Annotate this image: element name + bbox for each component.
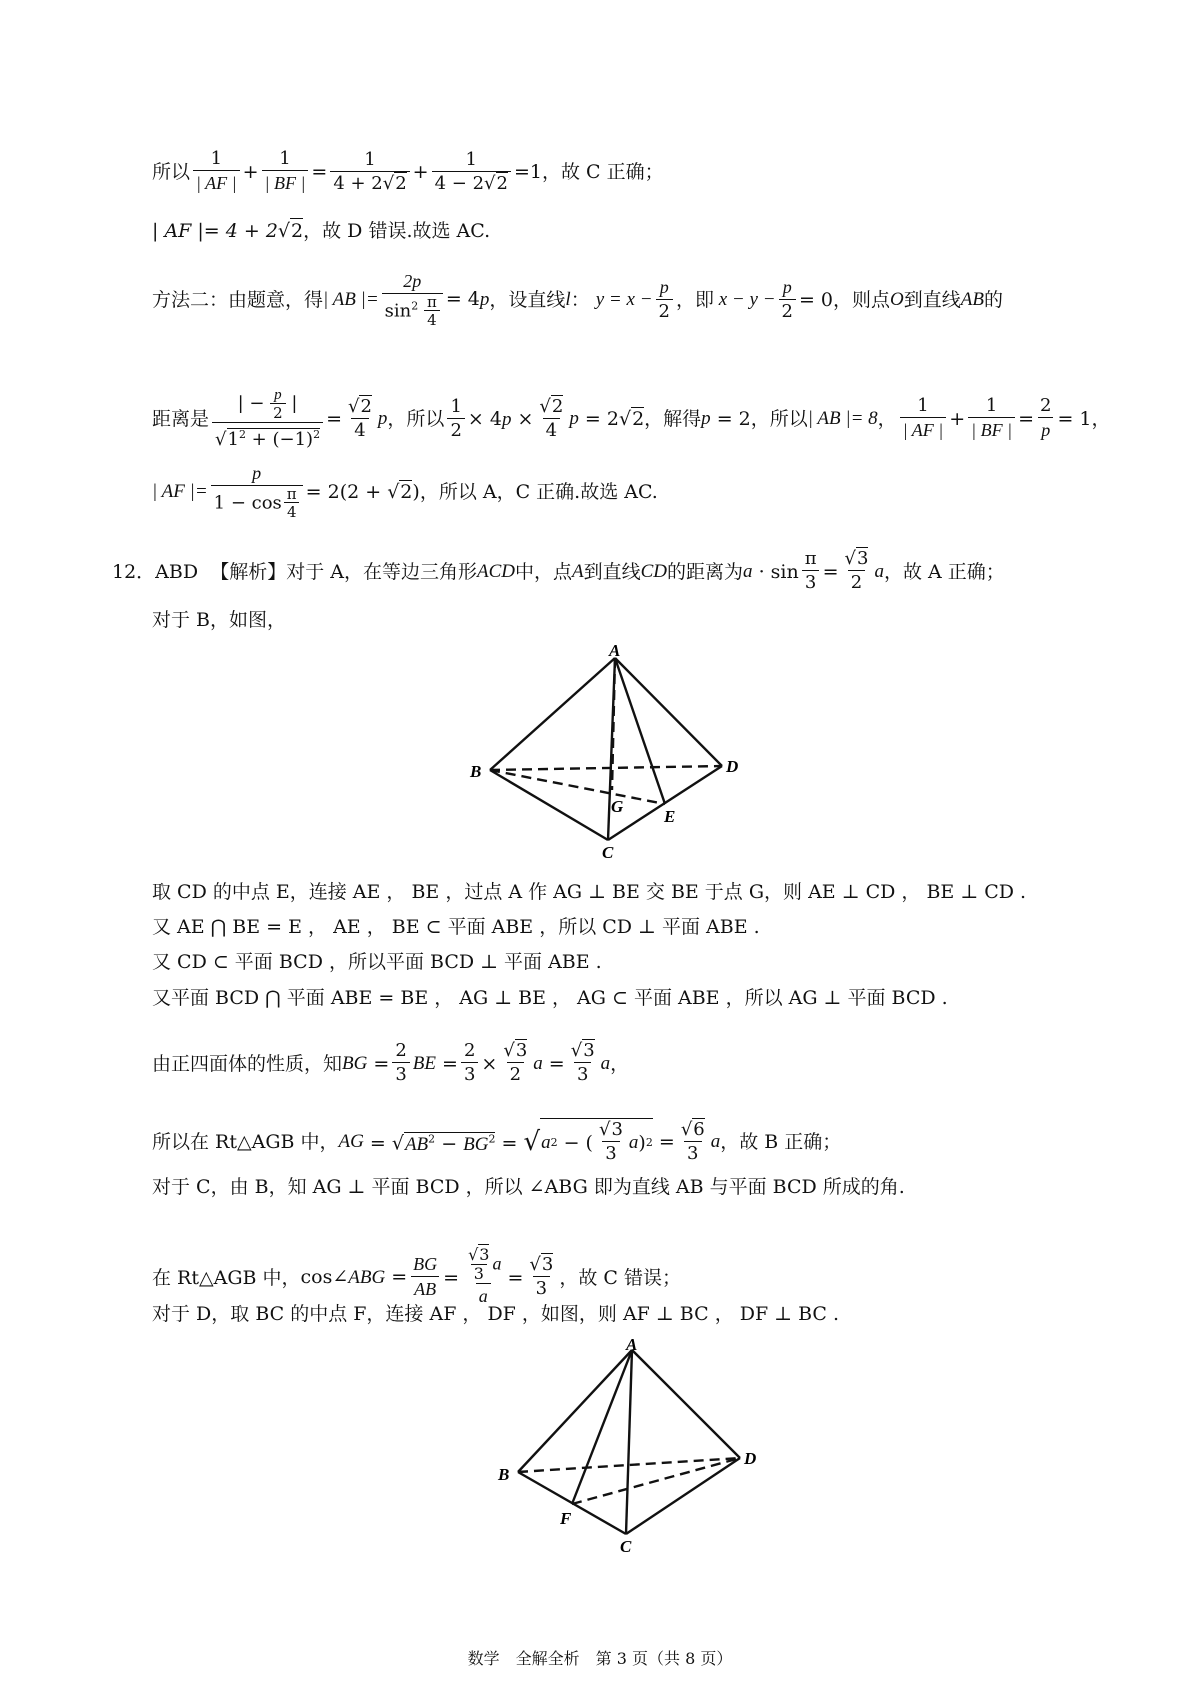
label-c: C <box>602 843 614 860</box>
head-text1: 对于 A，在等边三角形 <box>286 560 477 583</box>
edge-ae <box>615 658 665 804</box>
para-2 <box>152 915 760 939</box>
para-8-suffix: ，故 C 错误； <box>559 1266 681 1289</box>
line4-prefix: 距离是 <box>152 408 210 430</box>
para-8: 在 Rt△AGB 中， cos∠ABG = $\frac{BG}{AB}$ = $\frac{√3}{3}$ a a = $\frac{√3}{3}$ ，故 C 错误； <box>152 1246 681 1309</box>
label-d: D <box>744 1449 757 1468</box>
para-5-prefix: 由正四面体的性质，知 <box>152 1052 343 1075</box>
line3-end: ，则点 <box>833 288 891 311</box>
line1-prefix: 所以 <box>152 161 191 183</box>
para-7 <box>152 1175 905 1199</box>
fraction-2p-over-sin: 2p $\sin^2$ $\frac{\pi}{4}$ <box>382 270 443 329</box>
para-1 <box>152 880 1026 904</box>
line1-eq: =1 <box>513 161 542 183</box>
line4-text1: ，所以 <box>387 408 445 430</box>
fraction-1-over-af-b: $\frac{1}{| AF |}$ <box>900 395 947 443</box>
line3-eqline: 即 <box>694 288 714 311</box>
label-d: D <box>726 757 739 776</box>
segment-df-hidden <box>572 1458 740 1504</box>
edge-ab <box>518 1350 632 1472</box>
fraction-compound: $\frac{√3}{3}$ a a <box>462 1246 504 1309</box>
fraction-2-over-p: $\frac{2}{p}$ <box>1037 395 1054 443</box>
fraction-p-over-1cos: p 1 − cos $\frac{\pi}{4}$ <box>211 462 303 521</box>
fraction-sqrt2-over-4b: $\frac{√2}{4}$ <box>539 395 564 441</box>
para-1-text: 取 CD 的中点 E，连接 AE ， BE ，过点 A 作 AG ⊥ BE 交 BE 于点 G，则 AE ⊥ CD ， BE ⊥ CD . <box>152 881 1027 903</box>
line3-ab: AB <box>960 288 985 310</box>
label-f: F <box>560 1509 572 1528</box>
fraction-sqrt3-over-3b: $\frac{√3}{3}$ <box>598 1119 623 1164</box>
line-3: 方法二：由题意，得 | AB |= 2p $\sin^2$ $\frac{\pi}{4}$ = 4p ，设直线 l ： y = x − $\frac{p}{2}$ ， 即 x − y − $\frac{p}{2}$ = 0 ，则点 O 到直线 AB 的 <box>152 271 1004 329</box>
for-b-text: 对于 B，如图， <box>152 609 287 631</box>
para-6-prefix: 所以在 Rt△AGB 中， <box>152 1131 339 1153</box>
analysis-tag: 【解析】 <box>210 560 287 583</box>
fraction-p-over-2a: $\frac{p}{2}$ <box>656 276 673 324</box>
segment-af <box>572 1350 632 1504</box>
para-9-text: 对于 D，取 BC 的中点 F，连接 AF ， DF ，如图，则 AF ⊥ BC ， DF ⊥ BC . <box>152 1303 840 1325</box>
head-a: A <box>572 560 584 582</box>
line4-text2: ，解得 <box>644 408 702 430</box>
para-3-text: 又 CD ⊂ 平面 BCD ，所以平面 BCD ⊥ 平面 ABE . <box>152 951 602 973</box>
head-acd: ACD <box>476 560 515 582</box>
fraction-p-over-2b: $\frac{p}{2}$ <box>779 276 796 324</box>
fraction-sqrt3-over-3c: $\frac{√3}{3}$ <box>529 1254 554 1299</box>
edge-bd-hidden <box>490 766 722 770</box>
para-2-text: 又 AE ⋂ BE = E ， AE ， BE ⊂ 平面 ABE ，所以 CD ⊥ 平面 ABE . <box>152 916 760 938</box>
line4-text3: ，所以 <box>750 408 808 430</box>
line-4: 距离是 | − $\frac{p}{2}$ | $√1^2 + (-1)^2$ = $\frac{√2}{4}$ p ，所以 $\frac{1}{2}$ × 4p × $\frac{√2}{4}$ p = 2√2 ，解得 p = 2 ，所以 | AB |= 8 ， $\frac{1}{| AF |}$ + $\frac{1}{| BF |}$ = $\frac{2}{p}$ = 1， <box>152 387 1111 450</box>
para-8-prefix: 在 Rt△AGB 中， <box>152 1266 301 1289</box>
head-text5: ，故 A 正确； <box>883 560 1005 583</box>
line3-mid: ，设直线 <box>489 288 566 311</box>
fraction-distance: | − $\frac{p}{2}$ | $√1^2 + (-1)^2$ <box>212 386 323 452</box>
fraction-1-over-af: $\frac{1}{| AF |}$ <box>193 148 240 196</box>
head-cd: CD <box>640 560 668 582</box>
label-b: B <box>470 762 482 781</box>
segment-be-hidden <box>490 770 665 804</box>
line-1: 所以 $\frac{1}{| AF |}$ + $\frac{1}{| BF |}$ = $\frac{1}{4 + 2√2}$ + $\frac{1}{4 - 2√2}$ =1 ，故 C 正确； <box>152 148 664 196</box>
fraction-sqrt3-over-2b: $\frac{√3}{2}$ <box>503 1040 528 1085</box>
line3-l: l <box>565 288 571 310</box>
edge-ac <box>626 1350 632 1534</box>
para-4 <box>152 986 948 1010</box>
segment-ag-hidden <box>612 658 615 790</box>
fraction-1-over-bf: $\frac{1}{| BF |}$ <box>262 148 309 196</box>
para-6-suffix: ，故 B 正确； <box>720 1131 842 1153</box>
head-text2: 中，点 <box>514 560 572 583</box>
fraction-sqrt3-over-3a: $\frac{√3}{3}$ <box>570 1040 595 1085</box>
label-c: C <box>620 1537 632 1556</box>
label-b: B <box>498 1465 510 1484</box>
for-b-line <box>152 608 286 632</box>
fraction-4-minus: $\frac{1}{4 - 2√2}$ <box>432 149 511 196</box>
fraction-4-plus: $\frac{1}{4 + 2√2}$ <box>330 149 409 196</box>
fraction-sqrt3-over-2: $\frac{√3}{2}$ <box>844 548 869 593</box>
fraction-bg-over-ab: $\frac{BG}{AB}$ <box>410 1253 440 1302</box>
para-3 <box>152 950 602 974</box>
fraction-2-over-3b: $\frac{2}{3}$ <box>461 1040 478 1087</box>
para-5: 由正四面体的性质，知 BG = $\frac{2}{3}$ BE = $\frac{2}{3}$ × $\frac{√3}{2}$ a = $\frac{√3}{3}$ a ， <box>152 1040 630 1085</box>
page-footer: 数学 全解全析 第 3 页（共 8 页） <box>467 1649 733 1668</box>
fraction-1-over-2: $\frac{1}{2}$ <box>447 396 464 443</box>
para-7-text: 对于 C，由 B，知 AG ⊥ 平面 BCD ，所以 ∠ABG 即为直线 AB 与平面 BCD 所成的角. <box>152 1176 905 1198</box>
problem12-head: 12．ABD 【解析】 对于 A，在等边三角形 ACD 中，点 A 到直线 CD 的距离为 a · sin $\frac{\pi}{3}$ = $\frac{√3}{2}$ a ，故 A 正确； <box>112 548 1005 593</box>
para-6: 所以在 Rt△AGB 中， AG = $√AB^2 - BG^2$ = √ a 2 − ( $\frac{√3}{3}$ a ) 2 = $\frac{√6}{3}$ a ，故 B 正确； <box>152 1118 842 1164</box>
fraction-sqrt2-over-4a: $\frac{√2}{4}$ <box>347 395 372 441</box>
para-4-text: 又平面 BCD ⋂ 平面 ABE = BE ， AG ⊥ BE ， AG ⊂ 平面 ABE ，所以 AG ⊥ 平面 BCD . <box>152 987 948 1009</box>
label-a: A <box>609 641 621 660</box>
edge-ab <box>490 658 615 770</box>
edge-ad <box>632 1350 740 1458</box>
line3-tail: 到直线 <box>903 288 961 311</box>
line2-suffix: ，故 D 错误.故选 AC. <box>303 219 491 242</box>
line3-o: O <box>890 288 904 310</box>
fraction-pi-over-3: $\frac{\pi}{3}$ <box>802 548 820 595</box>
fraction-1-over-bf-b: $\frac{1}{| BF |}$ <box>968 395 1015 443</box>
tetrahedron-figure-2 <box>490 1338 790 1558</box>
line1-suffix: ，故 C 正确； <box>541 161 664 183</box>
edge-ad <box>615 658 722 766</box>
label-g: G <box>611 797 624 816</box>
edge-bc <box>490 770 608 840</box>
line2-sqrt: 2 <box>291 220 304 242</box>
para-9 <box>152 1302 839 1326</box>
fraction-sqrt6-over-3: $\frac{√6}{3}$ <box>680 1118 705 1164</box>
line3-de: 的 <box>984 288 1004 311</box>
head-text4: 的距离为 <box>667 560 744 583</box>
line-5: | AF |= p 1 − cos $\frac{\pi}{4}$ = 2(2 + √2) ，所以 A，C 正确.故选 AC. <box>152 463 658 521</box>
line3-prefix: 方法二：由题意，得 <box>152 288 324 311</box>
tetrahedron-figure-1 <box>460 640 780 860</box>
edge-cd <box>626 1458 740 1534</box>
line2-expr: | AF |= 4 + 2 <box>152 219 278 242</box>
problem12-number: 12．ABD <box>112 560 199 583</box>
label-a: A <box>626 1338 638 1354</box>
line5-text: ，所以 A，C 正确.故选 AC. <box>419 480 658 503</box>
head-text3: 到直线 <box>583 560 641 583</box>
label-e: E <box>664 807 676 826</box>
line-2: | AF |= 4 + 2 √ 2 ，故 D 错误.故选 AC. <box>152 219 491 242</box>
fraction-2-over-3a: $\frac{2}{3}$ <box>392 1040 409 1087</box>
line4-ab8: | AB |= 8 <box>807 408 878 429</box>
